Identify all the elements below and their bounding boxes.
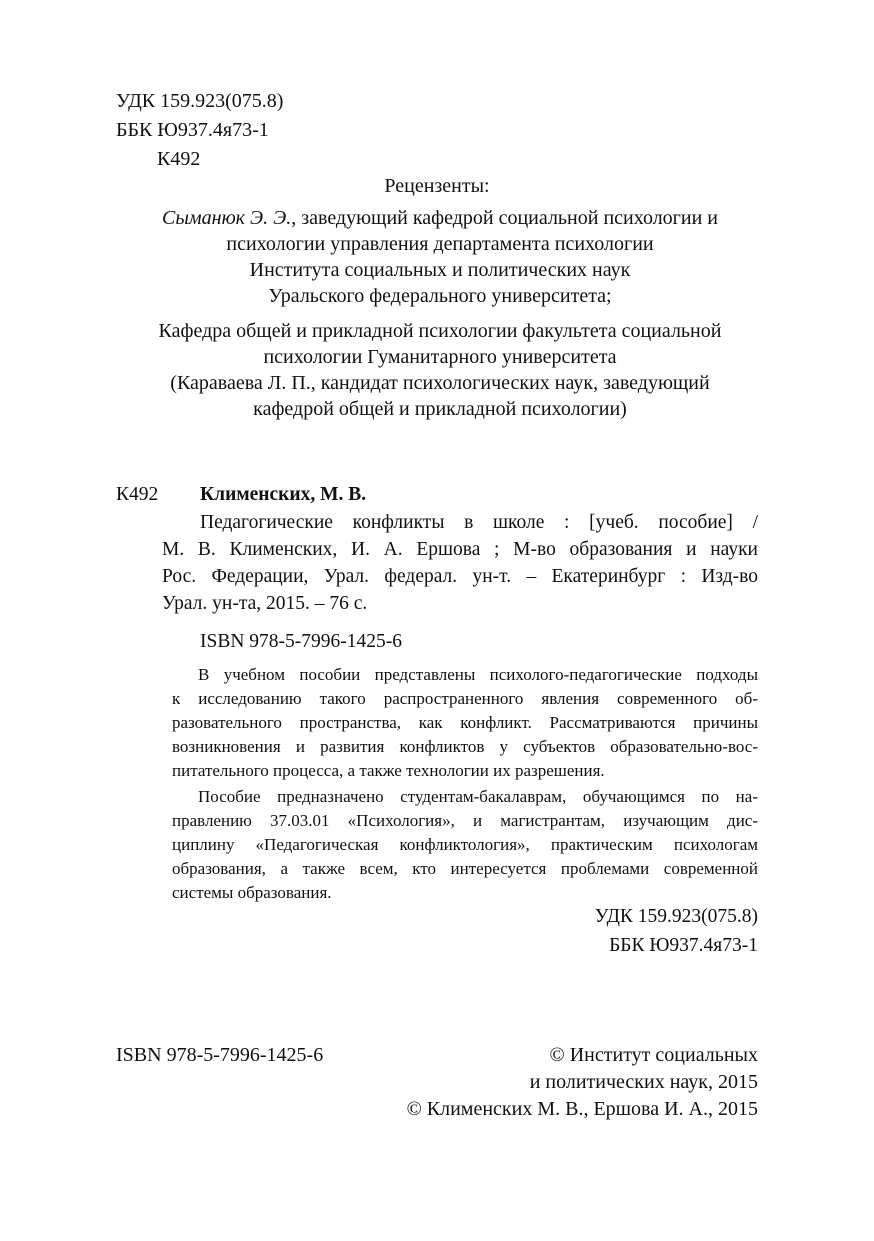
abstract-paragraph-1	[172, 663, 758, 783]
catalog-isbn: ISBN 978-5-7996-1425-6	[200, 631, 403, 652]
catalog-line3: Рос. Федерации, Урал. федерал. ун-т. – Екатеринбург : Изд-во	[162, 566, 758, 587]
catalog-line4: Урал. ун-та, 2015. – 76 с.	[162, 593, 368, 614]
abstract-p2-line: системы образования.	[172, 883, 332, 902]
reviewer-2-line1: Кафедра общей и прикладной психологии факультета социальной	[158, 320, 722, 342]
abstract-bbk: ББК Ю937.4я73-1	[609, 935, 758, 956]
reviewer-1-line3: Института социальных и политических наук	[249, 259, 631, 281]
abstract-udk: УДК 159.923(075.8)	[594, 906, 758, 927]
catalog-line2: М. В. Клименских, И. А. Ершова ; М-во образования и науки	[162, 539, 758, 560]
reviewer-2-line4: кафедрой общей и прикладной психологии)	[253, 398, 627, 420]
abstract-p1-line: питательного процесса, а также технологии их разрешения.	[172, 761, 605, 780]
reviewer-2-line2: психологии Гуманитарного университета	[263, 346, 617, 368]
reviewer-1-line4: Уральского федерального университета;	[268, 285, 612, 307]
reviewer-1-title: , заведующий кафедрой социальной психологии и	[291, 207, 718, 229]
abstract-p1-line: к исследованию такого распространенного явления современного об-	[172, 689, 758, 708]
abstract-p2-line: правлению 37.03.01 «Психология», и магистрантам, изучающим дис-	[172, 811, 758, 830]
header-bbk: ББК Ю937.4я73-1	[116, 119, 269, 141]
header-code: К492	[157, 148, 201, 170]
catalog-code: К492	[116, 484, 159, 505]
catalog-description	[162, 509, 758, 617]
abstract-paragraph-2	[172, 785, 758, 905]
reviewer-1-line2: психологии управления департамента психологии	[226, 233, 654, 255]
catalog-line1: Педагогические конфликты в школе : [учеб. пособие] /	[200, 512, 758, 533]
header-udk: УДК 159.923(075.8)	[116, 90, 284, 112]
footer-isbn: ISBN 978-5-7996-1425-6	[116, 1044, 324, 1066]
abstract-p1-line: В учебном пособии представлены психолого-педагогические подходы	[198, 665, 758, 684]
abstract-p1-line: возникновения и развития конфликтов у субъектов образовательно-вос-	[172, 737, 758, 756]
abstract-p1-line: разовательного пространства, как конфликт. Рассматриваются причины	[172, 713, 758, 732]
reviewers-title: Рецензенты:	[384, 175, 490, 197]
footer-copyright-1-line1: © Институт социальных	[549, 1044, 758, 1066]
reviewer-2	[100, 318, 780, 422]
abstract-p2-line: циплину «Педагогическая конфликтология», практическим психологам	[172, 835, 758, 854]
reviewer-1-name: Сыманюк Э. Э.	[162, 207, 292, 229]
footer-copyright-1-line2: и политических наук, 2015	[529, 1071, 758, 1093]
reviewer-2-line3: (Караваева Л. П., кандидат психологических наук, заведующий	[170, 372, 710, 394]
footer-copyright-2: © Клименских М. В., Ершова И. А., 2015	[406, 1098, 758, 1120]
catalog-author: Клименских, М. В.	[200, 484, 367, 505]
abstract-p2-line: Пособие предназначено студентам-бакалаврам, обучающимся по на-	[198, 787, 758, 806]
abstract-p2-line: образования, а также всем, кто интересуется проблемами современной	[172, 859, 758, 878]
reviewer-1	[100, 205, 780, 309]
